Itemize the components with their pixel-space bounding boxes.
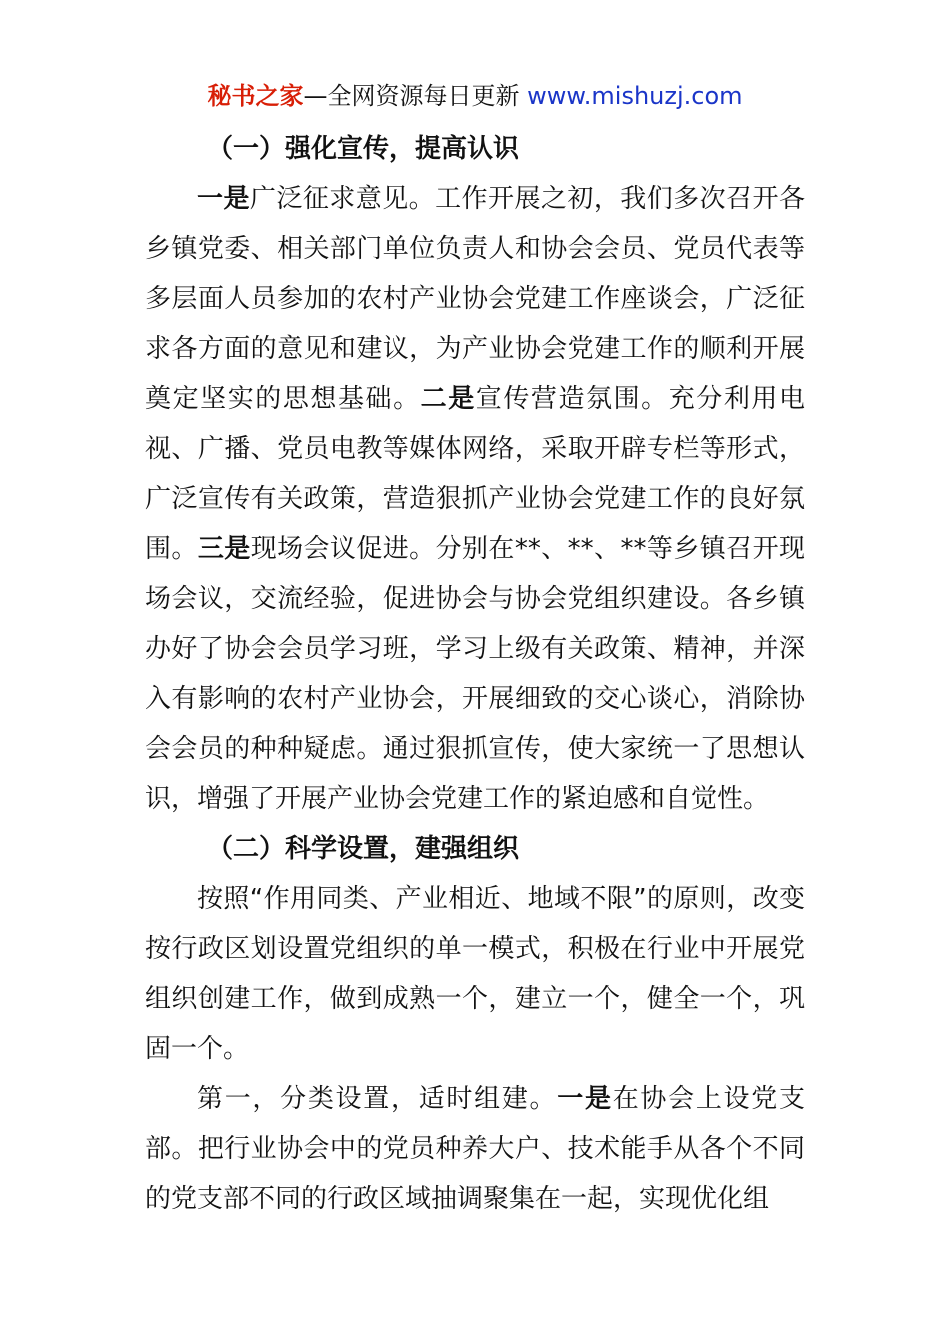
section-1-heading: （一）强化宣传，提高认识 [207,134,520,164]
section-2-paragraph-1: 按照“作用同类、产业相近、地域不限”的原则，改变按行政区划设置党组织的单一模式，积极在行业中开展党组织创建工作，做到成熟一个，建立一个，健全一个，巩固一个。 [145,884,805,1064]
lead-one: 一是 [197,184,250,214]
paragraph-text: 宣传营造氛围。充分利用电视、广播、党员电教等媒体网络，采取开辟专栏等形式，广泛宣传有关政策，营造狠抓产业协会党建工作的良好氛围。 [145,384,805,564]
paragraph-text: 现场会议促进。分别在**、**、**等乡镇召开现场会议，交流经验，促进协会与协会党组织建设。各乡镇办好了协会会员学习班，学习上级有关政策、精神，并深入有影响的农村产业协会，开展细致的交心谈心，消除协会会员的种种疑虑。通过狠抓宣传，使大家统一了思想认识，增强了开展产业协会党建工作的紧迫感和自觉性。 [145,534,805,814]
header-url[interactable]: www.mishuzj.com [527,82,743,110]
paragraph-text: 广泛征求意见。工作开展之初，我们多次召开各乡镇党委、相关部门单位负责人和协会会员、党员代表等多层面人员参加的农村产业协会党建工作座谈会，广泛征求各方面的意见和建议，为产业协会党建工作的顺利开展奠定坚实的思想基础。 [145,184,805,414]
paragraph-text: 在协会上设党支部。把行业协会中的党员种养大户、技术能手从各个不同的党支部不同的行政区域抽调聚集在一起，实现优化组 [145,1084,805,1214]
section-2-paragraph-2 [145,1074,805,1224]
document-body [145,124,805,1224]
lead-one: 一是 [557,1084,613,1114]
section-1-paragraph-1 [145,174,805,824]
paragraph-text: 第一，分类设置，适时组建。 [197,1084,558,1114]
header-brand: 秘书之家 [207,82,304,110]
lead-three: 三是 [197,534,251,564]
section-2-heading: （二）科学设置，建强组织 [207,834,520,864]
header-tagline: —全网资源每日更新 [303,82,528,110]
site-header [0,80,950,112]
lead-two: 二是 [420,384,476,414]
